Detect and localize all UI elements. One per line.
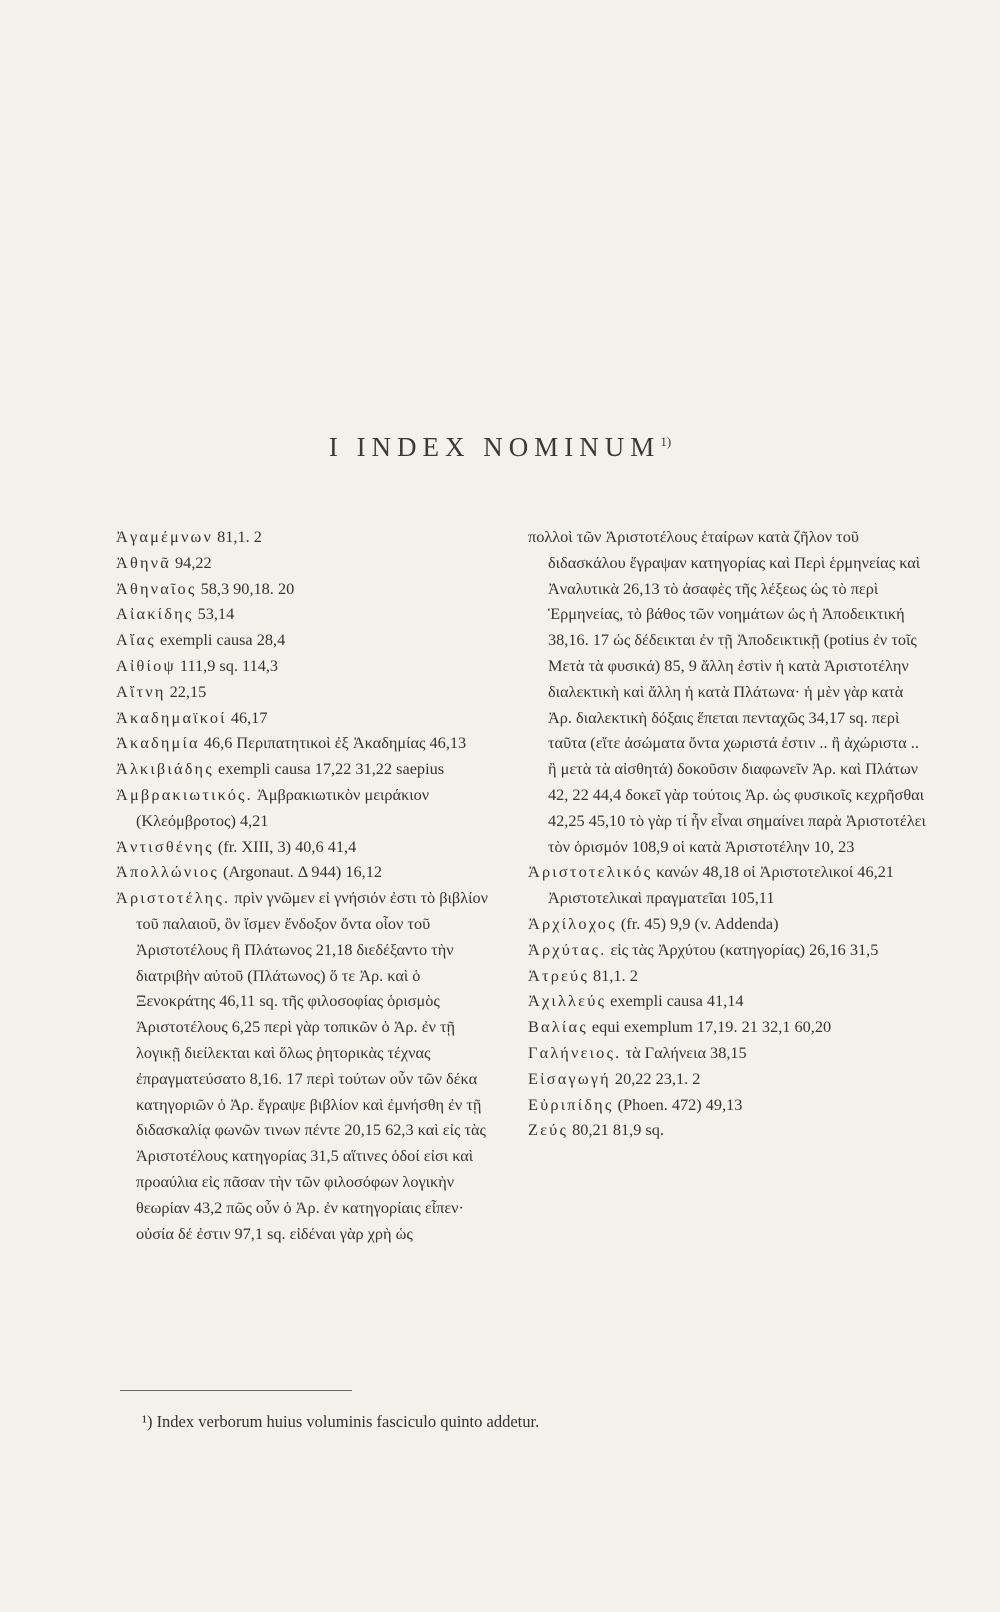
index-entry <box>116 524 502 550</box>
index-headword: Ἀριστοτέλης. <box>116 888 231 908</box>
index-headword: Εἰσαγωγή <box>528 1068 611 1088</box>
index-references: 46,17 <box>226 707 268 727</box>
index-entry <box>116 601 502 627</box>
index-references: (Argonaut. Δ 944) 16,12 <box>218 862 382 882</box>
index-headword: Ἀγαμέμνων <box>116 527 214 546</box>
index-references: Ἀμβρακιωτικὸν μειράκιον (Κλεόμβροτος) 4,21 <box>136 784 430 830</box>
index-headword: Ἀθηναῖος <box>116 578 197 598</box>
index-headword: Ἀτρεύς <box>528 965 589 985</box>
index-headword: Ἀκαδημία <box>116 733 200 753</box>
right-column <box>528 524 928 1143</box>
index-headword: Ἀμβρακιωτικός. <box>116 784 253 804</box>
left-column <box>116 524 502 1246</box>
index-headword: Ἀντισθένης <box>116 836 214 856</box>
index-references: 46,6 Περιπατητικοὶ ἐξ Ἀκαδημίας 46,13 <box>199 733 467 753</box>
index-entry <box>528 988 928 1014</box>
index-references: exempli causa 41,14 <box>606 991 744 1011</box>
index-references: equi exemplum 17,19. 21 32,1 60,20 <box>587 1017 832 1037</box>
index-entry <box>528 1040 928 1066</box>
index-headword: Γαλήνειος. <box>528 1042 622 1062</box>
index-references: (Phoen. 472) 49,13 <box>613 1094 743 1114</box>
index-entry <box>528 1066 928 1092</box>
title-text: I INDEX NOMINUM <box>328 432 661 462</box>
index-entry <box>116 730 502 756</box>
index-references: exempli causa 17,22 31,22 saepius <box>213 759 445 779</box>
footnote: ¹) Index verborum huius voluminis fasciculo quinto addetur. <box>142 1412 540 1431</box>
index-entry <box>116 550 502 576</box>
index-entry <box>528 963 928 989</box>
index-entry <box>116 782 502 834</box>
index-references: 81,1. 2 <box>588 965 638 985</box>
index-headword: Ἀκαδημαϊκοί <box>116 707 227 727</box>
index-entry <box>116 653 502 679</box>
page-title <box>0 432 1000 463</box>
index-entry <box>528 1014 928 1040</box>
title-footnote-mark: 1) <box>660 434 672 449</box>
index-headword: Ζεύς <box>528 1120 569 1140</box>
index-references: πολλοὶ τῶν Ἀριστοτέλους ἑταίρων κατὰ ζῆλον τοῦ διδασκάλου ἔγραψαν κατηγορίας καὶ Περὶ ἑρμηνείας καὶ Ἀναλυτικὰ 26,13 τὸ ἀσαφὲς τῆς λέξεως ὡς τὸ περὶ Ἑρμηνείας, τὸ βάθος τῶν νοημάτων ὡς ἡ Ἀποδεικτική 38,16. 17 ὡς δέδεικται ἐν τῇ Ἀποδεικτικῇ (potius ἐν τοῖς Μετὰ τὰ φυσικά) 85, 9 ἄλλη ἐστὶν ἡ κατὰ Ἀριστοτέλην διαλεκτικὴ καὶ ἄλλη ἡ κατὰ Πλάτωνα· ἡ μὲν γὰρ κατὰ Ἀρ. διαλεκτικὴ δόξαις ἕπεται πενταχῶς 34,17 sq. περὶ ταῦτα (εἴτε ἀσώματα ὄντα χωριστά ἐστιν .. ἢ ἀχώριστα .. ἢ μετὰ τὰ αἰσθητά) δοκοῦσιν διαφωνεῖν Ἀρ. καὶ Πλάτων 42, 22 44,4 δοκεῖ γὰρ τούτοις Ἀρ. ὡς φυσικοῖς κεχρῆσθαι 42,25 45,10 τὸ γὰρ τί ἦν εἶναι σημαίνει παρὰ Ἀριστοτέλει τὸν ὁρισμόν 108,9 οἱ κατὰ Ἀριστοτέλην 10, 23 <box>528 527 926 856</box>
index-headword: Αἰακίδης <box>116 604 194 624</box>
index-references: 94,22 <box>170 552 212 572</box>
index-entry <box>528 524 928 859</box>
index-references: πρὶν γνῶμεν εἰ γνήσιόν ἐστι τὸ βιβλίον τοῦ παλαιοῦ, ὃν ἴσμεν ἔνδοξον ὄντα οἷον τοῦ Ἀριστοτέλους ἢ Πλάτωνος 21,18 διεδέξαντο τὴν διατριβὴν αὐτοῦ (Πλάτωνος) ὅ τε Ἀρ. καὶ ὁ Ξενοκράτης 46,11 sq. τῆς φιλοσοφίας ὁρισμὸς Ἀριστοτέλους 6,25 περὶ γὰρ τοπικῶν ὁ Ἀρ. ἐν τῇ λογικῇ διείλεκται καὶ ὅλως ῥητορικὰς τέχνας ἐπραγματεύσατο 8,16. 17 περὶ τούτων οὖν τῶν δέκα κατηγοριῶν ὁ Ἀρ. ἔγραψε βιβλίον καὶ ἐμνήσθη ἐν τῇ διδασκαλίᾳ φωνῶν τινων πέντε 20,15 62,3 καὶ εἰς τὰς Ἀριστοτέλους κατηγορίας 31,5 αἵτινες ὁδοί εἰσι καὶ προαύλια εἰς πᾶσαν τὴν τῶν φιλοσόφων λογικὴν θεωρίαν 43,2 πῶς οὖν ὁ Ἀρ. ἐν κατηγορίαις εἶπεν· οὐσία δέ ἐστιν 97,1 sq. εἰδέναι γὰρ χρὴ ὡς <box>136 888 488 1243</box>
index-entry <box>528 937 928 963</box>
index-entry <box>116 705 502 731</box>
index-headword: Ἀρχίλοχος <box>528 913 617 933</box>
index-headword: Βαλίας <box>528 1017 588 1037</box>
index-entry <box>528 859 928 911</box>
index-references: exempli causa 28,4 <box>155 630 286 650</box>
index-headword: Ἀρχύτας. <box>528 939 607 959</box>
index-references: 58,3 90,18. 20 <box>196 578 295 598</box>
index-references: κανών 48,18 οἱ Ἀριστοτελικοί 46,21 Ἀριστοτελικαὶ πραγματεῖαι 105,11 <box>548 862 894 908</box>
index-references: 53,14 <box>193 604 235 624</box>
footnote-divider <box>120 1390 352 1391</box>
index-entry <box>528 911 928 937</box>
index-headword: Ἀριστοτελικός <box>528 862 653 882</box>
index-references: (fr. XIII, 3) 40,6 41,4 <box>213 836 357 856</box>
index-entry <box>116 756 502 782</box>
index-headword: Αἴας <box>116 630 156 650</box>
index-entry <box>116 859 502 885</box>
index-references: 80,21 81,9 sq. <box>568 1120 664 1140</box>
index-entry <box>528 1117 928 1143</box>
index-references: εἰς τὰς Ἀρχύτου (κατηγορίας) 26,16 31,5 <box>606 939 879 959</box>
index-headword: Εὐριπίδης <box>528 1094 614 1114</box>
index-entry <box>116 885 502 1246</box>
index-headword: Ἀχιλλεύς <box>528 991 607 1011</box>
index-headword: Αἰθίοψ <box>116 655 176 675</box>
index-references: (fr. 45) 9,9 (v. Addenda) <box>616 913 779 933</box>
index-headword: Ἀπολλώνιος <box>116 862 219 882</box>
index-entry <box>116 834 502 860</box>
index-references: 81,1. 2 <box>213 527 262 546</box>
index-headword: Ἀθηνᾶ <box>116 552 171 572</box>
index-entry <box>116 627 502 653</box>
index-references: τὰ Γαλήνεια 38,15 <box>621 1042 747 1062</box>
index-headword: Ἀλκιβιάδης <box>116 759 214 779</box>
index-entry <box>116 576 502 602</box>
index-references: 20,22 23,1. 2 <box>610 1068 701 1088</box>
index-entry <box>116 679 502 705</box>
index-references: 22,15 <box>165 681 207 701</box>
index-entry <box>528 1092 928 1118</box>
index-headword: Αἴτνη <box>116 681 166 701</box>
index-references: 111,9 sq. 114,3 <box>175 655 279 675</box>
